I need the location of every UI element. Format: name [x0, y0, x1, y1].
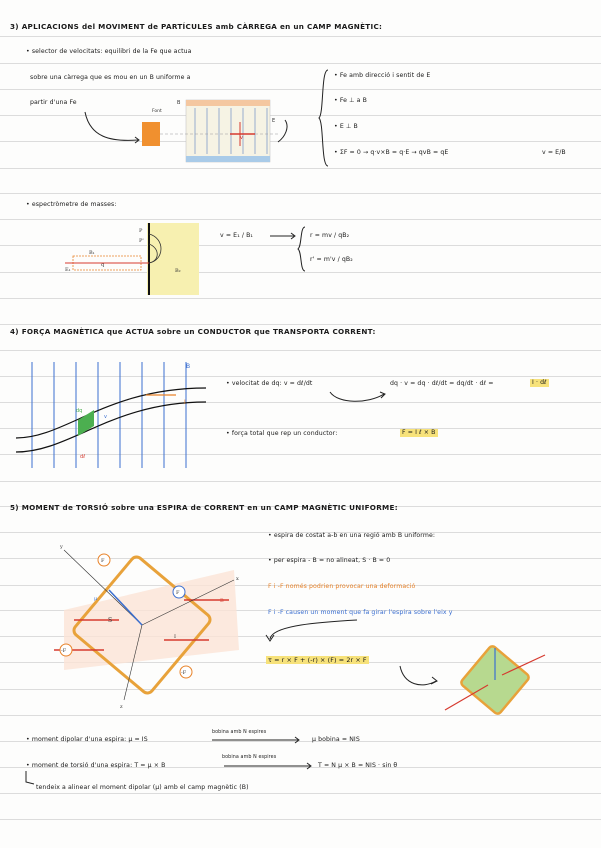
- mass-spectrometer-figure: [65, 220, 200, 300]
- spectro-arrow: [268, 232, 298, 240]
- selector-heading: • selector de velocitats: equilibri de la Fe que actua: [26, 48, 192, 55]
- conductor-figure: [16, 360, 206, 470]
- spectro-velocity: v = E₁ / B₁: [220, 232, 254, 239]
- q-label: q: [101, 262, 105, 268]
- loop-bullet-3: F i -F només podrien provocar una deformació: [268, 583, 416, 590]
- condition-3: • E ⊥ B: [334, 123, 358, 130]
- torque-formula: τ = r × F + (-r) × (F) = 2r × F: [268, 656, 367, 664]
- v-label: v: [240, 135, 243, 141]
- tendency-hook: [22, 770, 36, 788]
- rotated-loop-figure: [440, 640, 550, 730]
- loop-bullet-1: • espira de costat a-b en una regió amb B uniforme:: [268, 532, 436, 539]
- conditions-brace: [318, 68, 330, 168]
- B-field-label: B: [186, 363, 191, 370]
- z-label: z: [120, 704, 123, 710]
- P-prime-label: P': [139, 238, 144, 244]
- condition-1: • Fe amb direcció i sentit de E: [334, 72, 431, 79]
- E1-label: E₁: [65, 267, 71, 273]
- P-label: P: [139, 228, 143, 234]
- force-definition: • força total que rep un conductor:: [226, 430, 338, 437]
- dq-label: dq: [76, 408, 83, 414]
- torque-result-arrow: [398, 663, 440, 693]
- F-label-top: F: [101, 558, 105, 564]
- E-label: E: [272, 118, 276, 124]
- condition-4: • ΣF = 0 → q·v×B = q·E → qvB = qE: [334, 149, 449, 156]
- B2-label: B₂: [175, 268, 181, 274]
- torque-result: T = N μ × B = NIS · sin θ: [318, 762, 398, 769]
- spectro-radius-2: r' = m'v / qB₂: [310, 256, 353, 263]
- spectrometer-heading: • espectròmetre de masses:: [26, 201, 117, 208]
- dl-label: dℓ: [80, 454, 86, 460]
- tendency-note: tendeix a alinear el moment dipolar (μ) amb el camp magnètic (B): [36, 784, 249, 791]
- dipole-moment: • moment dipolar d'una espira: μ = IS: [26, 736, 148, 743]
- selector-line-2: sobre una càrrega que es mou en un B uniforme a: [30, 74, 191, 81]
- spectro-brace: [298, 226, 306, 272]
- dipole-result: μ bobina = NIS: [312, 736, 360, 743]
- font-label: Font: [152, 109, 162, 114]
- B-label: B: [220, 598, 224, 604]
- I-label: I: [174, 634, 176, 640]
- mF-label-bottom: -F: [181, 670, 187, 676]
- selector-line-3: partir d'una Fe: [30, 99, 77, 106]
- F-label-right: F: [176, 590, 180, 596]
- loop-bullet-2: • per espira - B = no alineat, S · B = 0: [268, 557, 391, 564]
- x-label: x: [236, 576, 239, 582]
- torque-arrow-label: bobina amb N espires: [222, 755, 277, 760]
- torque-moment: • moment de torsió d'una espira: T = μ × B: [26, 762, 166, 769]
- section-5-title: 5) MOMENT de TORSIÓ sobre una ESPIRA de CORRENT en un CAMP MAGNÈTIC UNIFORME:: [10, 503, 398, 512]
- velocity-definition: • velocitat de dq: v = dℓ/dt: [226, 380, 313, 387]
- B-label: B: [177, 100, 181, 106]
- I-label: I: [184, 399, 186, 406]
- current-loop-figure: [24, 540, 254, 710]
- velocity-arrow: [328, 390, 388, 406]
- v-label: v: [104, 414, 107, 420]
- section-4-title: 4) FORÇA MAGNÈTICA que ACTUA sobre un CONDUCTOR que TRANSPORTA CORRENT:: [10, 327, 376, 336]
- y-label: y: [60, 544, 63, 550]
- S-label: S: [108, 617, 113, 624]
- section-3-title: 3) APLICACIONS del MOVIMENT de PARTÍCULES amb CÀRREGA en un CAMP MAGNÈTIC:: [10, 22, 383, 31]
- velocity-expression: dq · v = dq · dℓ/dt = dq/dt · dℓ =: [390, 380, 494, 387]
- loop-bullet-4: F i -F causen un moment que fa girar l'espira sobre l'eix y: [268, 609, 453, 616]
- torque-curve-arrow: [262, 617, 362, 647]
- condition-4-result: v = E/B: [542, 149, 566, 156]
- spectro-radius-1: r = mv / qB₂: [310, 232, 350, 239]
- mu-label: μ: [94, 596, 98, 602]
- velocity-selector-figure: [80, 92, 290, 172]
- dipole-arrow-label: bobina amb N espires: [212, 730, 267, 735]
- velocity-result: I · dℓ: [532, 379, 547, 386]
- mF-label-left: -F: [61, 648, 67, 654]
- torque-arrow: [222, 762, 314, 770]
- B1-label: B₁: [89, 250, 95, 256]
- force-result: F = I ℓ × B: [402, 429, 436, 436]
- dipole-arrow: [210, 736, 302, 744]
- condition-2: • Fe ⊥ a B: [334, 97, 367, 104]
